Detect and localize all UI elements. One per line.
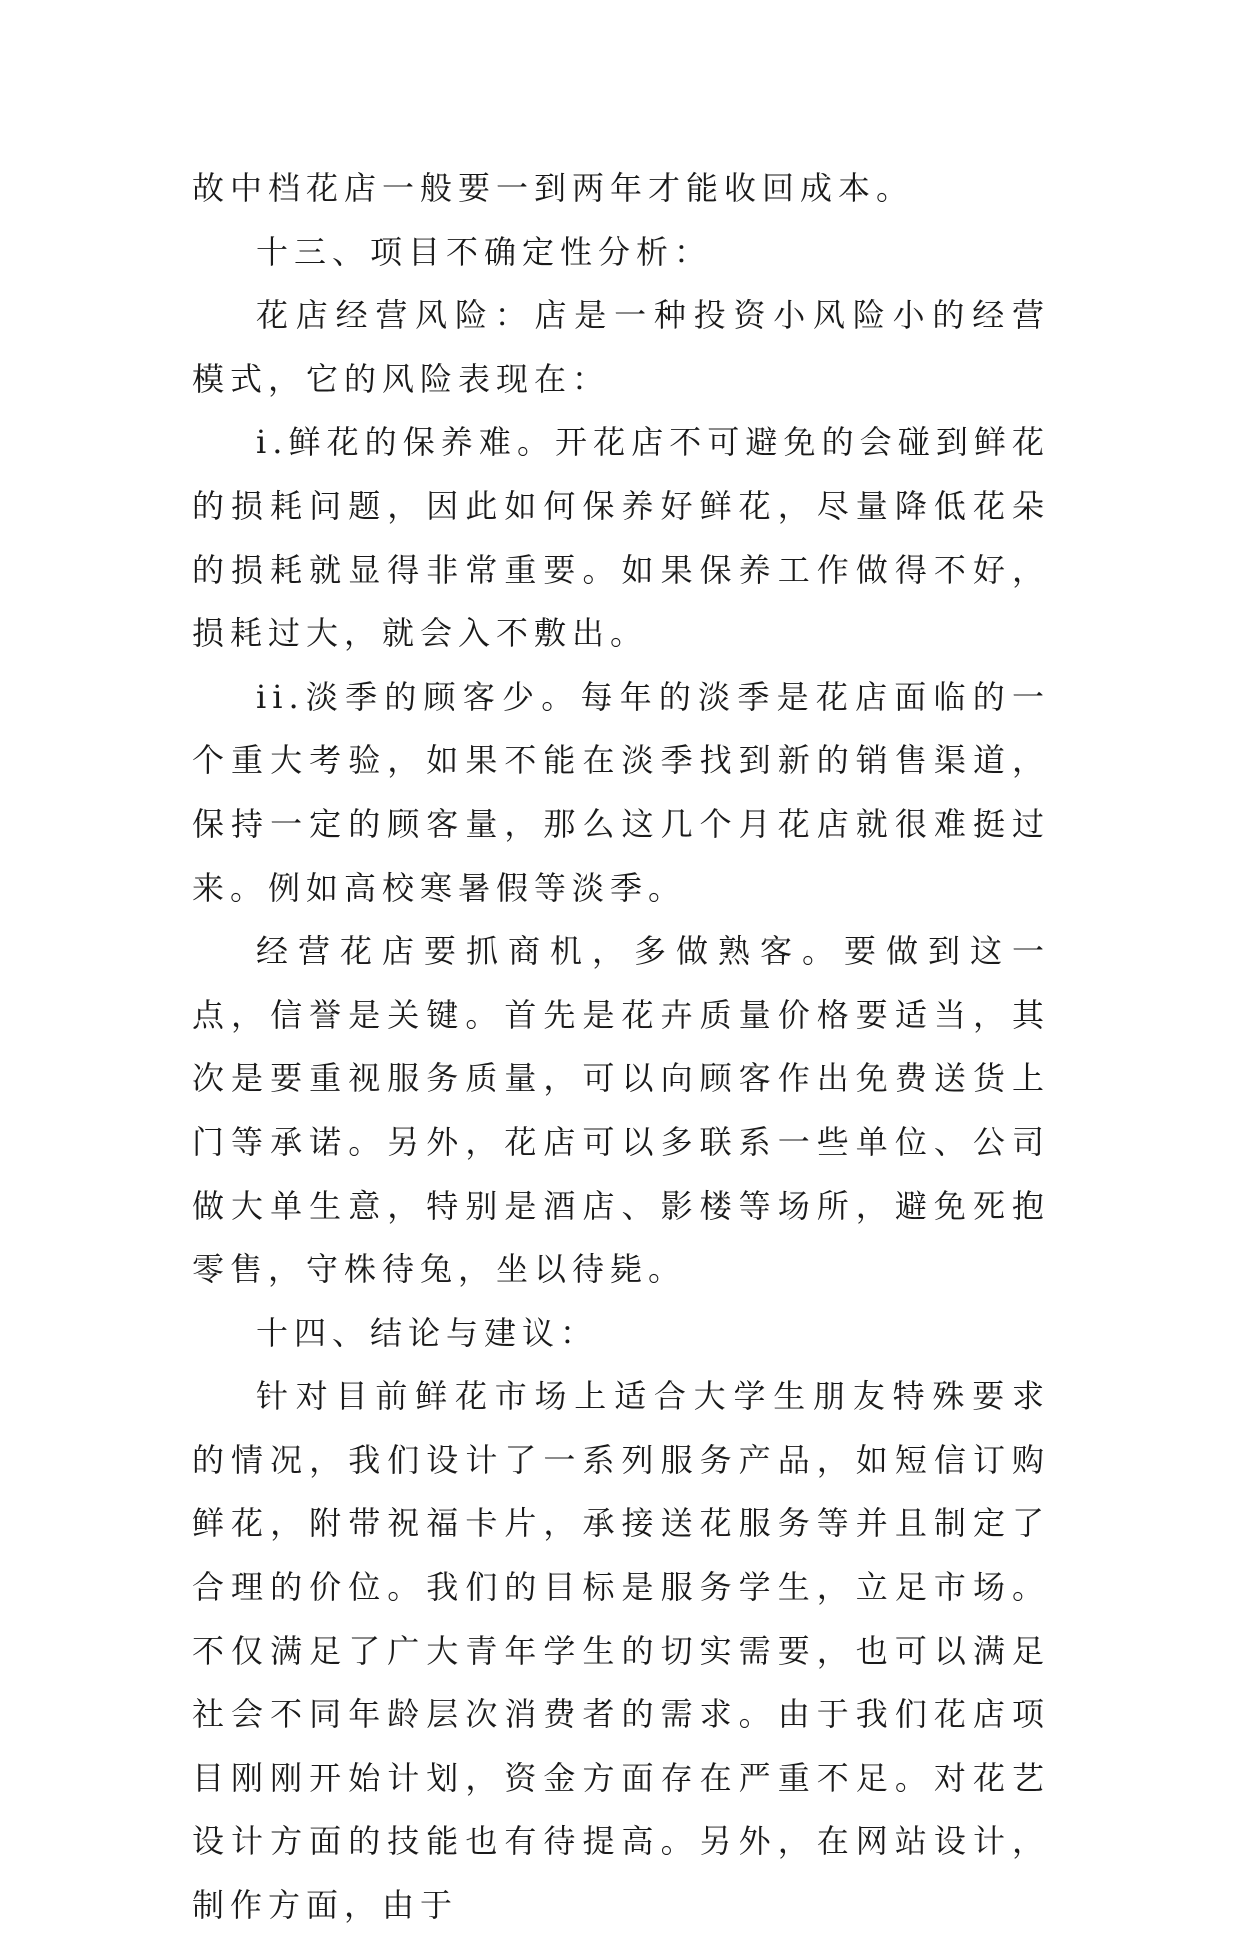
- paragraph-risk-off-season: ii.淡季的顾客少。每年的淡季是花店面临的一个重大考验，如果不能在淡季找到新的销售渠道，保持一定的顾客量，那么这几个月花店就很难挺过来。例如高校寒暑假等淡季。: [192, 677, 1050, 907]
- paragraph-risk-flower-care: i.鲜花的保养难。开花店不可避免的会碰到鲜花的损耗问题，因此如何保养好鲜花，尽量降低花朵的损耗就显得非常重要。如果保养工作做得不好，损耗过大，就会入不敷出。: [192, 423, 1050, 653]
- document-body: [192, 157, 1050, 1938]
- heading-conclusion: 十四、结论与建议：: [256, 1313, 599, 1352]
- paragraph-conclusion: 针对目前鲜花市场上适合大学生朋友特殊要求的情况，我们设计了一系列服务产品，如短信订购鲜花，附带祝福卡片，承接送花服务等并且制定了合理的价位。我们的目标是服务学生，立足市场。不仅满足了广大青年学生的切实需要，也可以满足社会不同年龄层次消费者的需求。由于我们花店项目刚刚开始计划，资金方面存在严重不足。对花艺设计方面的技能也有待提高。另外，在网站设计，制作方面，由于: [192, 1377, 1050, 1925]
- paragraph-business-advice: 经营花店要抓商机，多做熟客。要做到这一点，信誉是关键。首先是花卉质量价格要适当，其次是要重视服务质量，可以向顾客作出免费送货上门等承诺。另外，花店可以多联系一些单位、公司做大单生意，特别是酒店、影楼等场所，避免死抱零售，守株待兔，坐以待毙。: [192, 932, 1050, 1289]
- paragraph-cost-recovery: 故中档花店一般要一到两年才能收回成本。: [192, 169, 915, 207]
- paragraph-operating-risk: 花店经营风险：店是一种投资小风险小的经营模式，它的风险表现在：: [192, 296, 1050, 398]
- heading-uncertainty-analysis: 十三、项目不确定性分析：: [256, 232, 713, 271]
